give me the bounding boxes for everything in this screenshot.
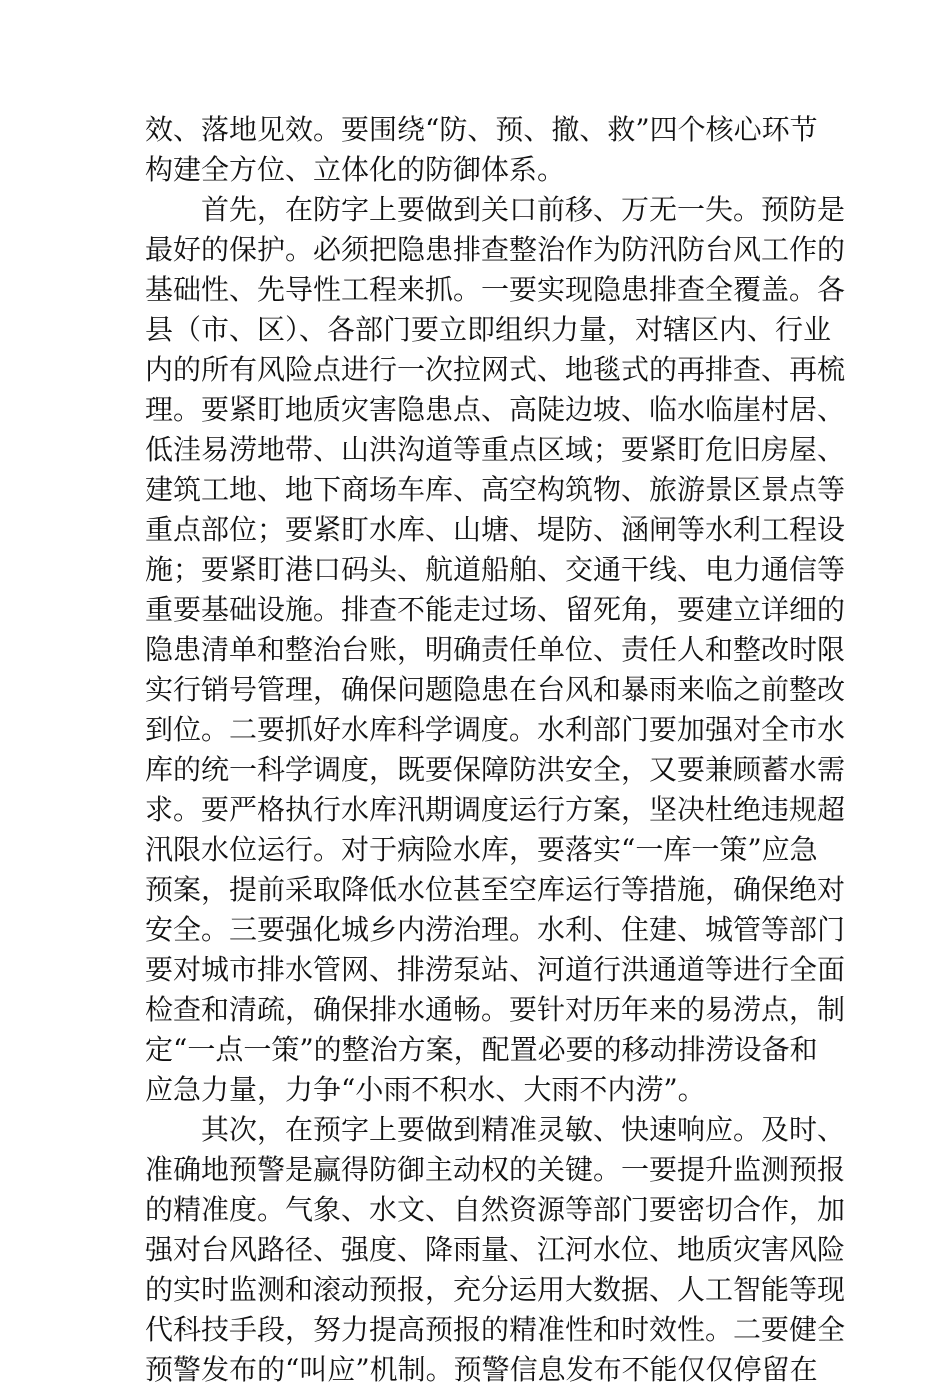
text-line: 施；要紧盯港口码头、航道船舶、交通干线、电力通信等 bbox=[145, 553, 846, 586]
text-line: 内的所有风险点进行一次拉网式、地毯式的再排查、再梳 bbox=[145, 353, 846, 386]
paragraph-first-line: 首先，在防字上要做到关口前移、万无一失。预防是 bbox=[201, 193, 846, 226]
text-line: 定“一点一策”的整治方案，配置必要的移动排涝设备和 bbox=[145, 1033, 818, 1066]
text-line: 基础性、先导性工程来抓。一要实现隐患排查全覆盖。各 bbox=[145, 273, 846, 306]
text-line: 最好的保护。必须把隐患排查整治作为防汛防台风工作的 bbox=[145, 233, 846, 266]
text-line: 预警发布的“叫应”机制。预警信息发布不能仅仅停留在 bbox=[145, 1353, 818, 1386]
text-line: 强对台风路径、强度、降雨量、江河水位、地质灾害风险 bbox=[145, 1233, 846, 1266]
paragraph-first-line: 其次，在预字上要做到精准灵敏、快速响应。及时、 bbox=[201, 1113, 846, 1146]
text-line: 代科技手段，努力提高预报的精准性和时效性。二要健全 bbox=[145, 1313, 846, 1346]
text-line: 构建全方位、立体化的防御体系。 bbox=[145, 153, 566, 186]
text-line: 隐患清单和整治台账，明确责任单位、责任人和整改时限 bbox=[145, 633, 846, 666]
text-line: 安全。三要强化城乡内涝治理。水利、住建、城管等部门 bbox=[145, 913, 846, 946]
text-line: 汛限水位运行。对于病险水库，要落实“一库一策”应急 bbox=[145, 833, 818, 866]
text-line: 建筑工地、地下商场车库、高空构筑物、旅游景区景点等 bbox=[145, 473, 846, 506]
text-line: 的精准度。气象、水文、自然资源等部门要密切合作，加 bbox=[145, 1193, 846, 1226]
text-line: 重要基础设施。排查不能走过场、留死角，要建立详细的 bbox=[145, 593, 846, 626]
text-line: 理。要紧盯地质灾害隐患点、高陡边坡、临水临崖村居、 bbox=[145, 393, 846, 426]
text-line: 预案，提前采取降低水位甚至空库运行等措施，确保绝对 bbox=[145, 873, 846, 906]
text-line: 重点部位；要紧盯水库、山塘、堤防、涵闸等水利工程设 bbox=[145, 513, 846, 546]
text-line: 要对城市排水管网、排涝泵站、河道行洪通道等进行全面 bbox=[145, 953, 846, 986]
text-line: 求。要严格执行水库汛期调度运行方案，坚决杜绝违规超 bbox=[145, 793, 846, 826]
text-line: 县（市、区）、各部门要立即组织力量，对辖区内、行业 bbox=[145, 313, 832, 346]
text-line: 效、落地见效。要围绕“防、预、撤、救”四个核心环节 bbox=[145, 113, 818, 146]
text-line: 到位。二要抓好水库科学调度。水利部门要加强对全市水 bbox=[145, 713, 846, 746]
text-line: 库的统一科学调度，既要保障防洪安全，又要兼顾蓄水需 bbox=[145, 753, 846, 786]
text-line: 检查和清疏，确保排水通畅。要针对历年来的易涝点，制 bbox=[145, 993, 846, 1026]
text-line: 准确地预警是赢得防御主动权的关键。一要提升监测预报 bbox=[145, 1153, 846, 1186]
text-line: 应急力量，力争“小雨不积水、大雨不内涝”。 bbox=[145, 1073, 706, 1106]
text-line: 的实时监测和滚动预报，充分运用大数据、人工智能等现 bbox=[145, 1273, 846, 1306]
text-line: 实行销号管理，确保问题隐患在台风和暴雨来临之前整改 bbox=[145, 673, 846, 706]
text-line: 低洼易涝地带、山洪沟道等重点区域；要紧盯危旧房屋、 bbox=[145, 433, 846, 466]
document-body bbox=[145, 110, 846, 1390]
